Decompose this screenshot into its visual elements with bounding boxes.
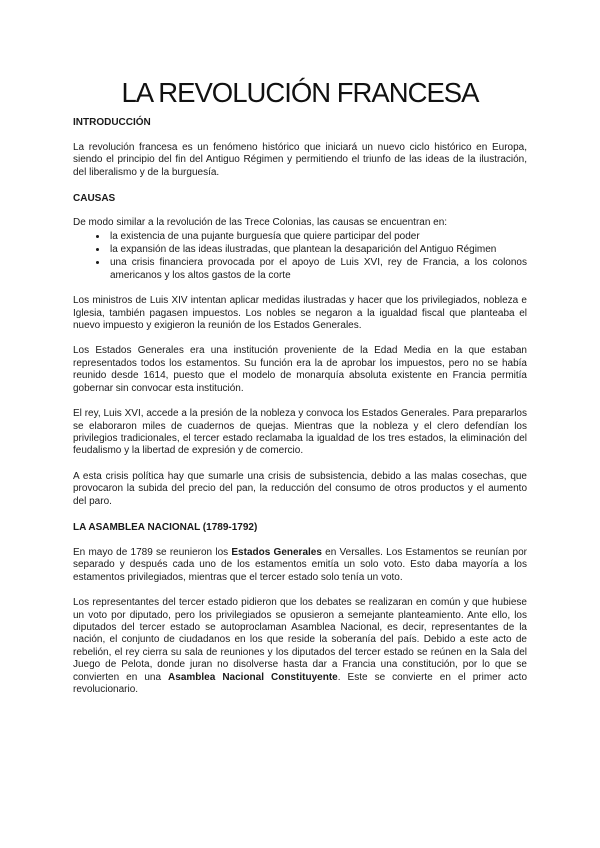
- estados-generales-bold: Estados Generales: [231, 546, 322, 558]
- causas-paragraph-4: A esta crisis política hay que sumarle una crisis de subsistencia, debido a las malas cosechas, que provocaron la subida del precio del pan, la reducción del consumo de otros productos y el aumento del paro.: [73, 470, 527, 507]
- causas-list: [73, 230, 527, 283]
- asamblea-paragraph-1: En mayo de 1789 se reunieron los Estados Generales en Versalles. Los Estamentos se reunían por separado y después cada uno de los estamentos emitía un solo voto. Esto daba mayoría a los estamentos privilegiados, mientras que el tercer estado solo tenía un voto.: [73, 546, 527, 583]
- list-item: • la expansión de las ideas ilustradas, que plantean la desaparición del Antiguo Régimen: [108, 243, 527, 256]
- list-item: • una crisis financiera provocada por el apoyo de Luis XVI, rey de Francia, a los colonos americanos y los altos gastos de la corte: [108, 256, 527, 282]
- causas-lead: De modo similar a la revolución de las Trece Colonias, las causas se encuentran en:: [73, 217, 448, 229]
- intro-paragraph: La revolución francesa es un fenómeno histórico que iniciará un nuevo ciclo histórico en Europa, siendo el principio del fin del Antiguo Régimen y permitiendo el triunfo de las ideas de la ilustración, del liberalismo y de la burguesía.: [73, 142, 527, 178]
- list-item: • la existencia de una pujante burguesía que quiere participar del poder: [108, 230, 527, 243]
- causas-paragraph-1: Los ministros de Luis XIV intentan aplicar medidas ilustradas y hacer que los privilegiados, nobleza e Iglesia, también pagasen impuestos. Los nobles se negaron a la igualdad fiscal que planteaba el nuevo impuesto y exigieron la reunión de los Estados Generales.: [73, 295, 527, 332]
- causas-paragraph-3: El rey, Luis XVI, accede a la presión de la nobleza y convoca los Estados Generales. Para prepararlos se elaboraron miles de cuadernos de quejas. Mientras que la nobleza y el clero defendían los privilegios tradicionales, el tercer estado reclamaba la igualdad de los tres estados, la eliminación del feudalismo y la libertad de expresión y de comercio.: [73, 408, 527, 457]
- causas-paragraph-2: Los Estados Generales era una institución proveniente de la Edad Media en la que estaban representados todos los estamentos. Su función era la de aprobar los impuestos, pero no se había reunido desde 1614, puesto que el modelo de monarquía absoluta existente en Francia permitía gobernar sin convocar esta institución.: [73, 345, 527, 394]
- heading-causas: CAUSAS: [73, 193, 116, 205]
- page-title: LA REVOLUCIÓN FRANCESA: [121, 77, 479, 108]
- asamblea-constituyente-bold: Asamblea Nacional Constituyente: [168, 671, 338, 683]
- asamblea-paragraph-2: Los representantes del tercer estado pidieron que los debates se realizaran en común y que hubiese un voto por diputado, pero los privilegiados se opusieron a semejante planteamiento. Ante ello, los diputados del tercer estado se autoproclaman Asamblea Nacional, es decir, representantes de la nación, el conjunto de ciudadanos en los que reside la soberanía del país. Debido a este acto de rebelión, el rey cierra su sala de reuniones y los diputados del tercer estado se reúnen en la Sala del Juego de Pelota, donde juran no disolverse hasta dar a Francia una constitución, por lo que se convierten en una Asamblea Nacional Constituyente. Este se convierte en el primer acto revolucionario.: [73, 597, 528, 695]
- heading-asamblea-nacional: LA ASAMBLEA NACIONAL (1789-1792): [73, 521, 258, 533]
- heading-introduccion: INTRODUCCIÓN: [73, 117, 151, 128]
